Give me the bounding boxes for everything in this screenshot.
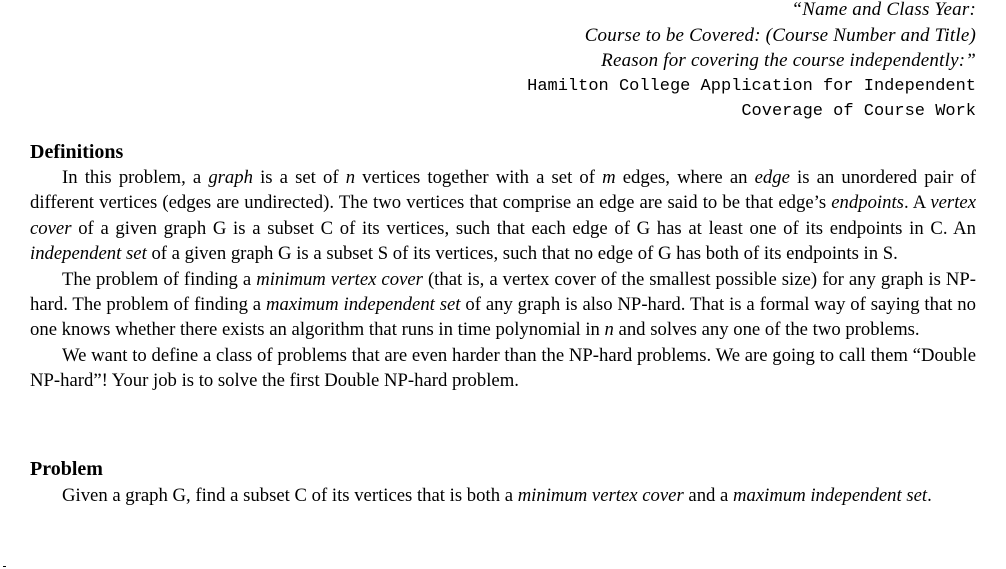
definitions-paragraph-3: We want to define a class of problems that are even harder than the NP-hard problems. We are going to call them “Double NP-hard”! Your job is to solve the first Double NP-hard problem. [30,344,976,392]
term-maximum-independent-set: maximum independent set [265,294,461,316]
text-run: edges, where an [615,167,755,188]
definitions-heading: Definitions [30,141,124,163]
term-graph: graph [208,167,253,188]
text-run: Given a graph G, find a subset C of its vertices that is both a [62,485,518,506]
term-edge: edge [754,167,790,188]
term-vertex-cover: vertex cover [30,192,976,239]
problem-heading: Problem [30,458,103,480]
term-endpoints: endpoints [831,192,904,214]
definitions-body [30,165,976,394]
term-independent-set: independent set [30,243,147,265]
text-run: of any graph is also NP-hard. That is a formal way of saying that no one knows whether there exists an algorithm that runs in time polynomial in [30,294,976,341]
header-block [30,0,976,124]
text-run: . [927,485,932,506]
header-course-covered: Course to be Covered: (Course Number and Title) [584,24,976,46]
term-minimum-vertex-cover: minimum vertex cover [256,268,423,290]
header-application-title-line2: Coverage of Course Work [741,101,976,121]
var-n: n [604,319,614,341]
header-reason: Reason for covering the course independently:” [601,50,976,71]
text-run: In this problem, a [62,167,209,188]
definitions-paragraph-1 [30,165,976,267]
var-m: m [602,167,616,188]
text-run: is a set of [252,167,346,188]
text-run: of a given graph G is a subset C of its vertices, such that each edge of G has at least one of its endpoints in C. An [71,217,976,239]
text-run: The problem of finding a [62,268,257,290]
stray-mark [3,566,6,567]
text-run: of a given graph G is a subset S of its vertices, such that no edge of G has both of its endpoints in S. [146,243,898,265]
definitions-paragraph-2 [30,267,976,343]
text-run: (that is, a vertex cover of the smallest possible size) for any graph is NP-hard. The problem of finding a [30,268,976,316]
header-application-title-line1: Hamilton College Application for Independent [527,76,976,96]
term-maximum-independent-set: maximum independent set [733,485,928,506]
problem-paragraph [30,483,976,508]
text-run: and a [683,485,734,506]
term-minimum-vertex-cover: minimum vertex cover [517,485,684,506]
text-run: is an unordered pair of different vertices (edges are undirected). The two vertices that comprise an edge are said to be that edge’s [30,167,976,214]
document-page [30,0,976,569]
header-name-class-year: “Name and Class Year: [791,0,976,20]
problem-body [30,483,976,508]
text-run: . A [903,192,931,214]
text-run: and solves any one of the two problems. [613,319,920,341]
text-run: vertices together with a set of [355,167,603,188]
var-n: n [345,167,356,188]
